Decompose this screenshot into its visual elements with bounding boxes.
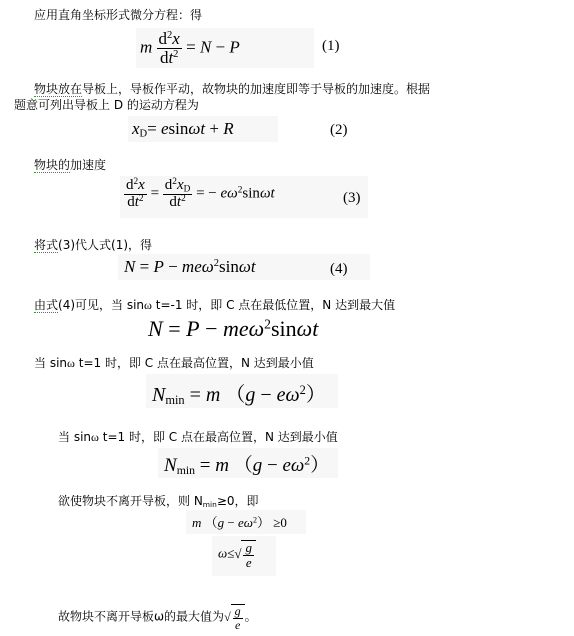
text-line-7: 当 sinω t=1 时，即 C 点在最高位置，N 达到最小值 (34, 356, 314, 370)
sqrt-g-over-e: √ $\frac{g}{e}$ (224, 609, 245, 623)
text-line-5: 将式(3)代人式(1)，得 (34, 238, 153, 252)
text-line-8: 当 sinω t=1 时，即 C 点在最高位置，N 达到最小值 (58, 430, 338, 444)
inequality-1: m $(g - e\omega^2) \ge 0$ (192, 515, 287, 530)
equation-3-number: (3) (343, 190, 361, 206)
text-line-4: 物块的加速度 (34, 158, 107, 172)
equation-nmin-2: $N_{min} = m$ $(g - e\omega^2)$ (164, 454, 330, 477)
text-line-10-tail: 。 (244, 609, 257, 624)
text-line-9-head: 欲使物块不离开导板，则 N (58, 494, 203, 508)
text-line-6: 由式(4)可见，当 sinω t=-1 时，即 C 点在最低位置，N 达到最大值 (34, 298, 396, 312)
text-line-3: 题意可列出导板上 D 的运动方程为 (14, 98, 199, 112)
text-line-10 (58, 604, 257, 631)
text-line-2: 物块放在导板上，导板作平动，故物块的加速度即等于导板的加速度。根据 (34, 82, 431, 96)
equation-2: $x_D= esin\omega t + R$ (132, 119, 234, 140)
equation-4: N = P − meω$^2$sinωt (124, 257, 256, 276)
text-line-9 (58, 494, 259, 508)
equation-nmin-1: $N_{min} = m$ $(g - e\omega^2)$ (152, 383, 326, 408)
inequality-2: ω≤√ $\frac{g}{e}$ (218, 540, 256, 569)
text-line-2-rest: 导板上，导板作平动，故物块的加速度即等于导板的加速度。根据 (82, 82, 431, 96)
text-line-9-sub: min (202, 499, 217, 509)
equation-2-number: (2) (330, 122, 348, 138)
equation-3: $\frac{d^2x}{dt^2}$ = $\frac{d^2x_D}{dt^2}$ = − $e\omega^2\sin\omega t$ (126, 176, 275, 210)
equation-1-number: (1) (322, 38, 340, 54)
equation-1: m $\frac{d^2x}{dt^2}$ = N − P (140, 29, 240, 67)
text-line-10-head: 故物块不离开导板ω的最大值为 (58, 609, 225, 624)
equation-nmax: N = P − meω$^2$sinωt (148, 316, 319, 341)
text-line-1: 应用直角坐标形式微分方程：得 (34, 8, 203, 22)
equation-4-number: (4) (330, 261, 348, 277)
text-line-9-tail: ≥0，即 (216, 494, 259, 508)
